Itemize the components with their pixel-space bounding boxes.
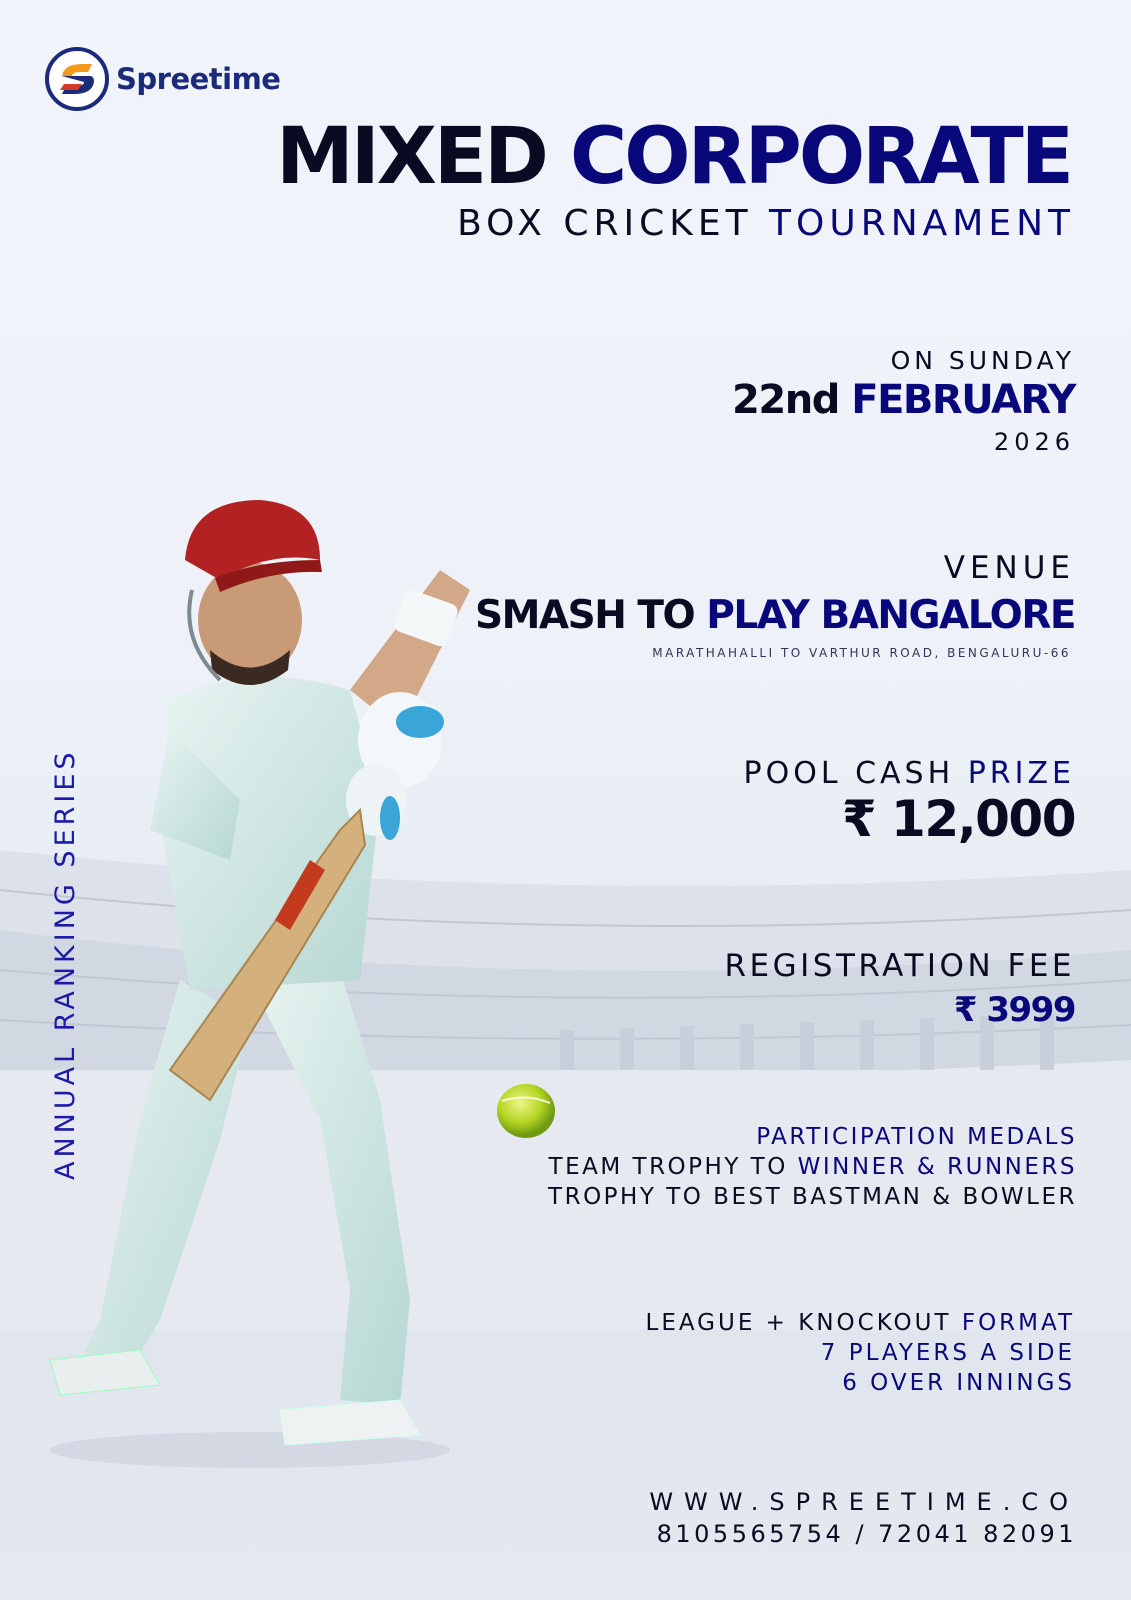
format-players: 7 PLAYERS A SIDE [820, 1340, 1075, 1366]
format-line1-part2: FORMAT [961, 1310, 1075, 1336]
brand-name: Spreetime [116, 62, 281, 96]
format-line1 [646, 1310, 1076, 1336]
prize-label [744, 756, 1075, 791]
fee-label: REGISTRATION FEE [724, 948, 1075, 984]
website: WWW.SPREETIME.CO [649, 1488, 1079, 1516]
title-word-mixed: MIXED [276, 112, 546, 202]
award-team-trophy-part2: WINNER & RUNNERS [797, 1154, 1077, 1180]
phone-numbers: 8105565754 / 72041 82091 [656, 1520, 1077, 1548]
subtitle-part2: TOURNAMENT [769, 203, 1075, 244]
award-team-trophy-part1: TEAM TROPHY TO [548, 1154, 788, 1180]
annual-ranking-series: ANNUAL RANKING SERIES [50, 748, 81, 1180]
venue-name-part1: SMASH TO [475, 593, 695, 638]
brand-logo [44, 46, 280, 112]
page-title [276, 112, 1071, 202]
venue-name [475, 593, 1075, 638]
fee-amount: ₹ 3999 [953, 990, 1075, 1030]
title-word-corporate: CORPORATE [570, 112, 1071, 202]
date-main [732, 377, 1075, 423]
prize-amount: ₹ 12,000 [841, 790, 1075, 848]
prize-label-part2: PRIZE [967, 756, 1075, 791]
page-subtitle [457, 203, 1075, 244]
award-team-trophy [549, 1154, 1077, 1180]
award-best-player: TROPHY TO BEST BASTMAN & BOWLER [548, 1184, 1077, 1210]
format-line1-part1: LEAGUE + KNOCKOUT [645, 1310, 952, 1336]
spreetime-s-logo-icon [44, 46, 110, 112]
cricket-batsman-illustration [20, 500, 540, 1490]
date-month: FEBRUARY [851, 377, 1075, 423]
venue-address: MARATHAHALLI TO VARTHUR ROAD, BENGALURU-66 [652, 646, 1071, 660]
award-medals: PARTICIPATION MEDALS [756, 1124, 1077, 1150]
venue-label: VENUE [943, 550, 1075, 586]
date-year: 2026 [993, 428, 1075, 456]
subtitle-part1: BOX CRICKET [457, 203, 753, 244]
date-day: 22nd [732, 377, 839, 423]
format-overs: 6 OVER INNINGS [842, 1370, 1075, 1396]
prize-label-part1: POOL CASH [743, 756, 955, 791]
venue-name-part2: PLAY BANGALORE [706, 593, 1075, 638]
date-prefix: ON SUNDAY [890, 346, 1075, 375]
